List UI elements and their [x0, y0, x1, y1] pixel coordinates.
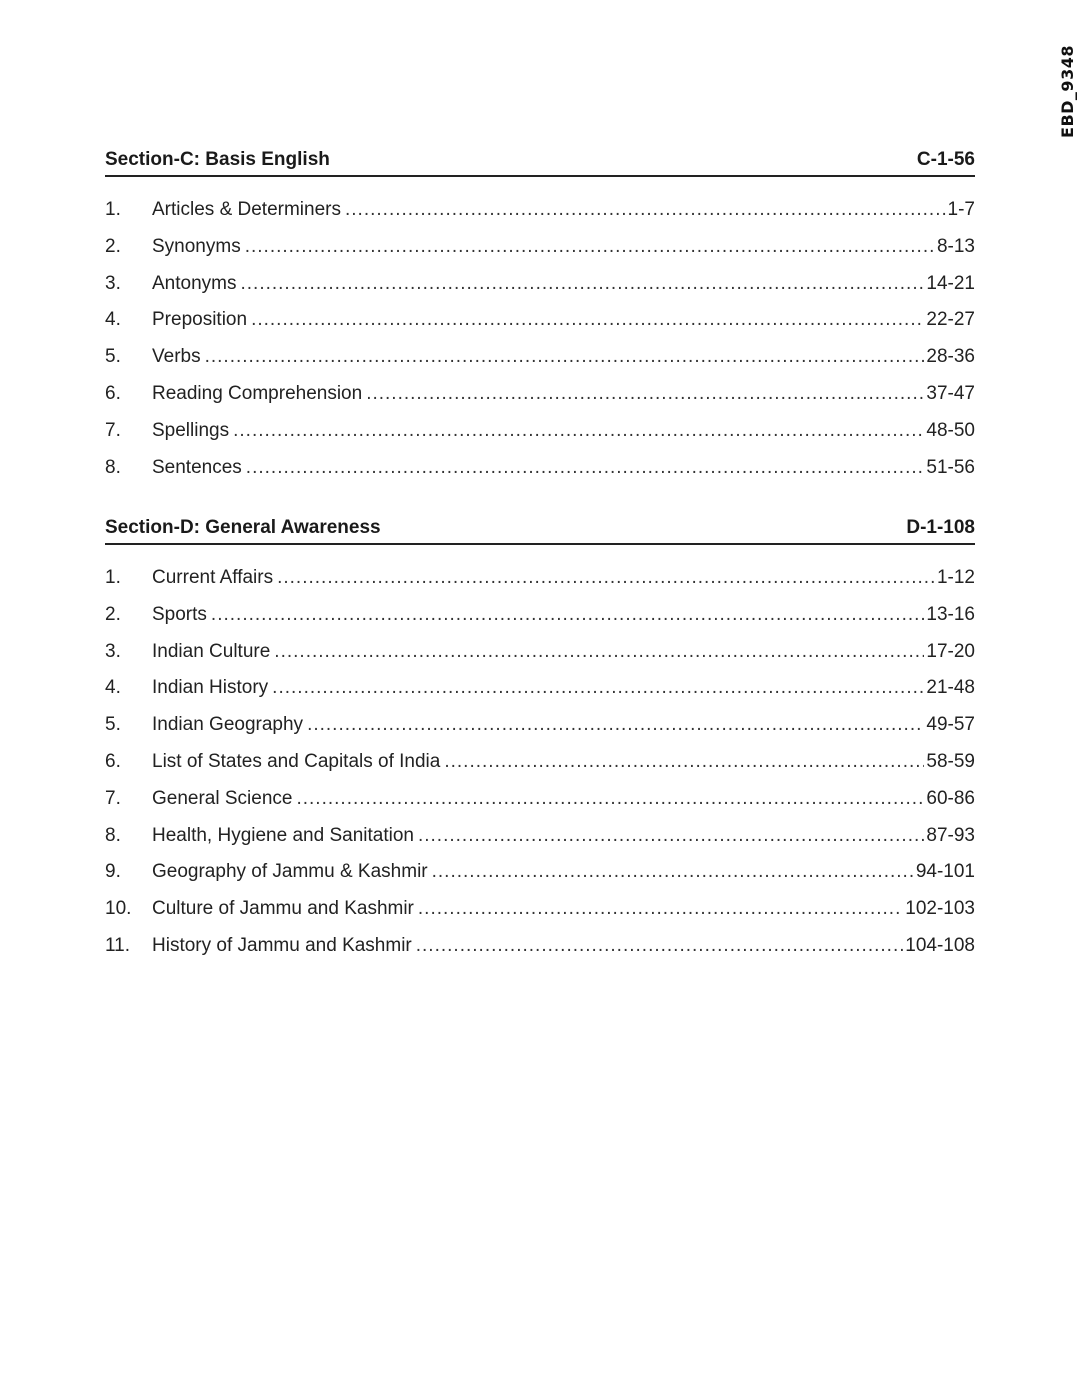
toc-entry-title: History of Jammu and Kashmir	[152, 934, 412, 956]
toc-entry-number: 9.	[105, 861, 121, 883]
toc-entry-pages: 21-48	[926, 677, 975, 699]
toc-entry-pages: 22-27	[926, 309, 975, 331]
toc-entry-pages: 48-50	[926, 419, 975, 441]
dot-leader	[366, 383, 924, 405]
toc-entry[interactable]	[105, 567, 975, 604]
dot-leader	[444, 751, 924, 773]
section-c	[105, 147, 975, 493]
toc-entry[interactable]	[105, 751, 975, 788]
toc-entry[interactable]	[105, 861, 975, 898]
dot-leader	[246, 457, 925, 479]
toc-entry-title: Geography of Jammu & Kashmir	[152, 861, 428, 883]
section-title: Section-C: Basis English	[105, 149, 330, 170]
dot-leader	[296, 788, 924, 810]
toc-entry-number: 2.	[105, 235, 121, 257]
toc-entry-number: 1.	[105, 567, 121, 588]
toc-entry-title: Sentences	[152, 456, 242, 478]
toc-entry[interactable]	[105, 199, 975, 236]
toc-entry-title: Sports	[152, 603, 207, 625]
toc-entry[interactable]	[105, 935, 975, 972]
toc-entry-title: Preposition	[152, 309, 248, 331]
toc-entry-pages: 28-36	[926, 346, 975, 368]
toc-entry-title: List of States and Capitals of India	[152, 750, 441, 772]
toc-entry-title: Reading Comprehension	[152, 382, 363, 404]
toc-entry[interactable]	[105, 714, 975, 751]
section-page-range: D-1-108	[906, 517, 975, 538]
dot-leader	[274, 641, 924, 663]
toc-entry-title: Current Affairs	[152, 567, 274, 588]
dot-leader	[345, 199, 946, 221]
toc-entry-pages: 1-12	[936, 567, 975, 588]
toc-entry-number: 7.	[105, 419, 121, 441]
toc-entry-pages: 58-59	[926, 750, 975, 772]
toc-entry-pages: 87-93	[926, 824, 975, 846]
toc-entry-number: 5.	[105, 346, 121, 368]
toc-entry[interactable]	[105, 420, 975, 457]
dot-leader	[251, 309, 924, 331]
section-header	[105, 147, 975, 177]
toc-entry-pages: 14-21	[926, 272, 975, 294]
toc-entry-number: 6.	[105, 382, 121, 404]
toc-entry[interactable]	[105, 677, 975, 714]
toc-entry-number: 4.	[105, 677, 121, 699]
toc-entry-pages: 17-20	[926, 640, 975, 662]
toc-entry-pages: 49-57	[926, 714, 975, 736]
toc-entry-pages: 13-16	[926, 603, 975, 625]
toc-entry-pages: 104-108	[905, 934, 975, 956]
toc-entry-number: 10.	[105, 898, 132, 920]
toc-entry-number: 11.	[105, 934, 131, 956]
toc-entry[interactable]	[105, 641, 975, 678]
dot-leader	[418, 825, 924, 847]
section-d	[105, 515, 975, 972]
section-page-range: C-1-56	[916, 149, 975, 170]
toc-entry-pages: 1-7	[947, 199, 975, 220]
toc-entry-pages: 37-47	[926, 382, 975, 404]
toc-entry-title: Synonyms	[152, 235, 241, 257]
toc-entry-title: Indian Culture	[152, 640, 271, 662]
toc-entry-title: Spellings	[152, 419, 230, 441]
toc-entry-number: 8.	[105, 456, 121, 478]
toc-entry-number: 5.	[105, 714, 121, 736]
dot-leader	[245, 236, 935, 258]
toc-entry-title: Indian Geography	[152, 714, 304, 736]
toc-entry-number: 4.	[105, 309, 121, 331]
toc-entry-number: 1.	[105, 199, 121, 220]
toc-entry-number: 7.	[105, 787, 121, 809]
toc-entry-pages: 94-101	[915, 861, 975, 883]
dot-leader	[432, 861, 914, 883]
document-code-text: EBD_9348	[1057, 45, 1077, 138]
toc-entry[interactable]	[105, 604, 975, 641]
toc-entry[interactable]	[105, 346, 975, 383]
toc-entry-number: 8.	[105, 824, 121, 846]
dot-leader	[418, 898, 903, 920]
toc-entry-number: 6.	[105, 750, 121, 772]
toc-entry-title: Antonyms	[152, 272, 237, 294]
dot-leader	[272, 677, 924, 699]
section-header	[105, 515, 975, 545]
dot-leader	[233, 420, 924, 442]
dot-leader	[277, 567, 935, 589]
toc-entry-number: 3.	[105, 272, 121, 294]
toc-entry[interactable]	[105, 236, 975, 273]
toc-entry[interactable]	[105, 383, 975, 420]
section-d-list	[105, 567, 975, 972]
toc-entry-number: 2.	[105, 603, 121, 625]
toc-entry-pages: 102-103	[905, 898, 975, 920]
toc-entry-number: 3.	[105, 640, 121, 662]
toc-entry[interactable]	[105, 309, 975, 346]
dot-leader	[211, 604, 924, 626]
toc-entry-title: Articles & Determiners	[152, 199, 341, 220]
toc-entry[interactable]	[105, 788, 975, 825]
toc-entry-title: Health, Hygiene and Sanitation	[152, 824, 414, 846]
toc-entry[interactable]	[105, 825, 975, 862]
toc-entry-pages: 60-86	[926, 787, 975, 809]
toc-entry-pages: 8-13	[936, 235, 975, 257]
toc-entry[interactable]	[105, 898, 975, 935]
toc-entry-title: Indian History	[152, 677, 269, 699]
toc-entry-title: Culture of Jammu and Kashmir	[152, 898, 414, 920]
document-code	[1056, 0, 1078, 138]
dot-leader	[240, 273, 924, 295]
toc-entry-title: General Science	[152, 787, 293, 809]
toc-entry-pages: 51-56	[926, 456, 975, 478]
toc-entry[interactable]	[105, 457, 975, 494]
toc-entry-title: Verbs	[152, 346, 201, 368]
dot-leader	[416, 935, 904, 957]
dot-leader	[307, 714, 924, 736]
dot-leader	[205, 346, 925, 368]
section-title: Section-D: General Awareness	[105, 517, 381, 538]
section-c-list	[105, 199, 975, 493]
toc-entry[interactable]	[105, 273, 975, 310]
